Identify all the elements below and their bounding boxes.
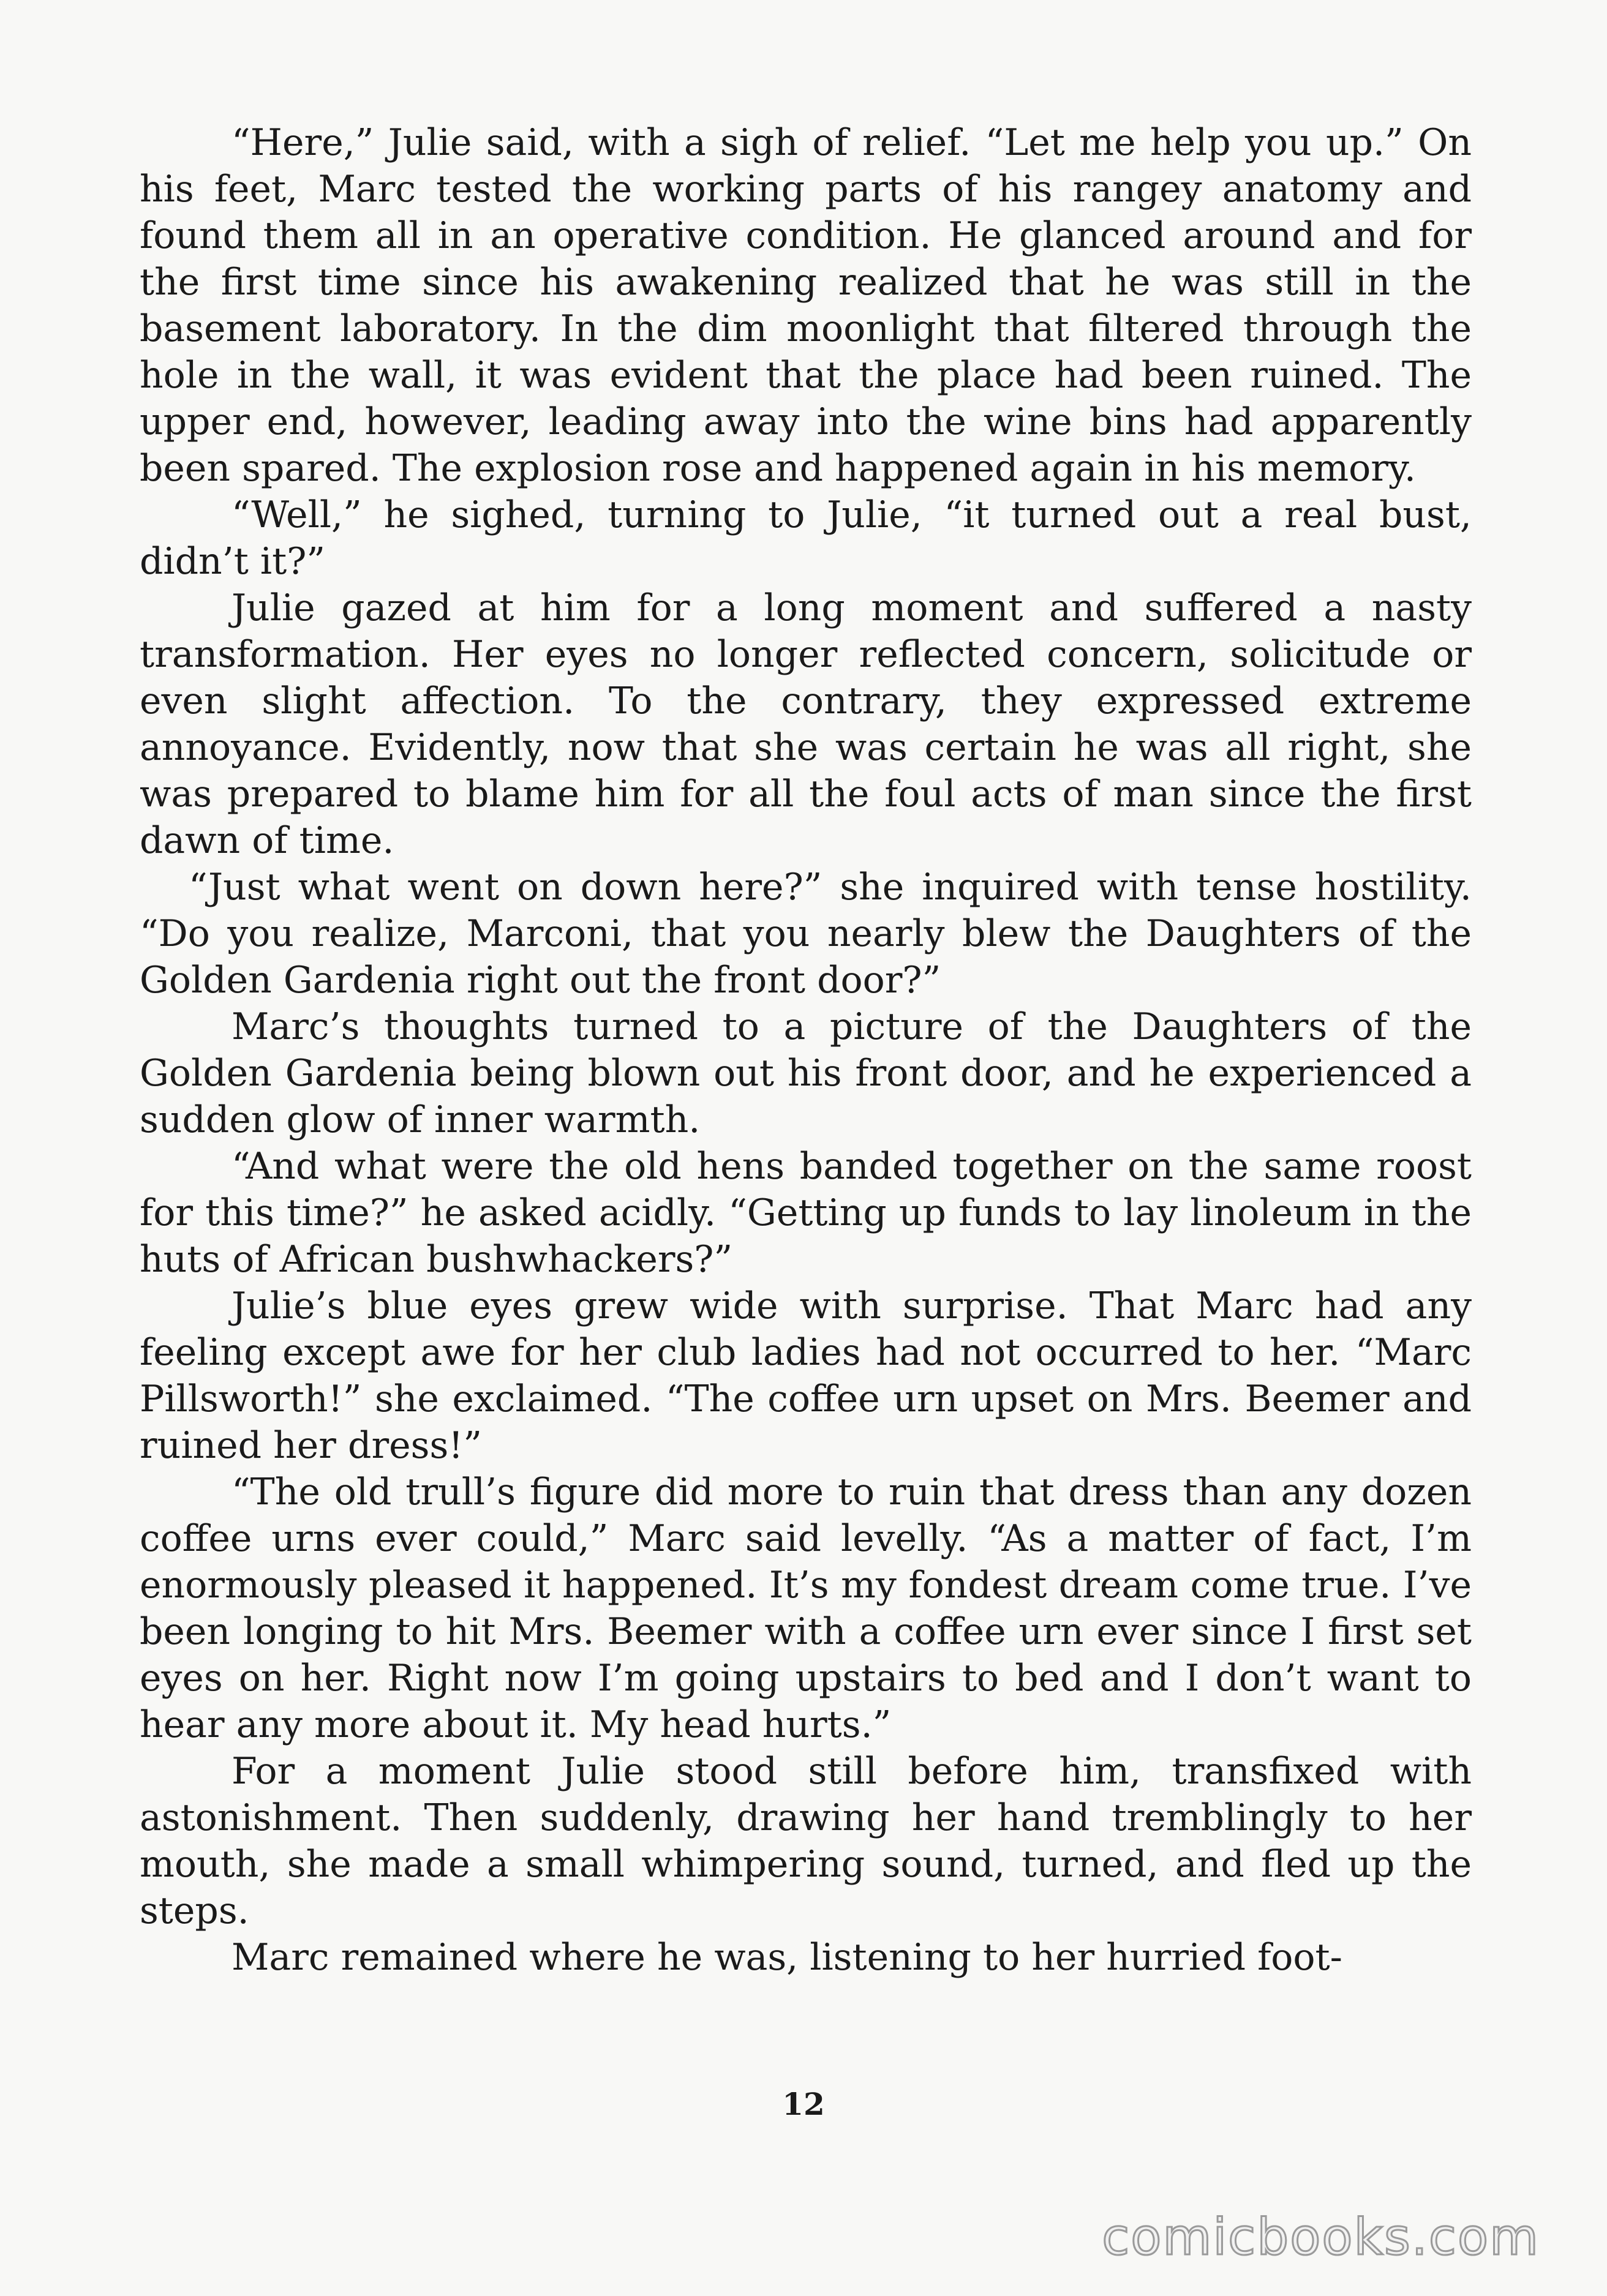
paragraph-7: Julie’s blue eyes grew wide with surprise. That Marc had any feeling except awe for her club ladies had not occurred to her. “Marc Pillsworth!” she exclaimed. “The coffee urn upset on Mrs. Beemer and ruined her dress!”: [140, 1285, 1472, 1467]
paragraph-6: “And what were the old hens banded together on the same roost for this time?” he asked acidly. “Getting up funds to lay linoleum in the huts of African bushwhackers?”: [140, 1145, 1472, 1281]
paragraph-4: “Just what went on down here?” she inquired with tense hostility. “Do you realize, Marconi, that you nearly blew the Daughters of the Golden Gardenia right out the front door?”: [140, 866, 1472, 1002]
paragraph-1: “Here,” Julie said, with a sigh of relief. “Let me help you up.” On his feet, Marc tested the working parts of his rangey anatomy and found them all in an operative condition. He glanced around and for the first time since his awakening realized that he was still in the basement laboratory. In the dim moonlight that filtered through the hole in the wall, it was evident that the place had been ruined. The upper end, however, leading away into the wine bins had apparently been spared. The explosion rose and happened again in his memory.: [140, 121, 1472, 490]
paragraph-3: Julie gazed at him for a long moment and suffered a nasty transformation. Her eyes no longer reflected concern, solicitude or even slight affection. To the contrary, they expressed extreme annoyance. Evidently, now that she was certain he was all right, she was prepared to blame him for all the foul acts of man since the first dawn of time.: [140, 587, 1472, 862]
page-number: 12: [782, 2086, 825, 2122]
watermark-logo: comicbooks.com: [1102, 2208, 1540, 2267]
paragraph-5: Marc’s thoughts turned to a picture of the Daughters of the Golden Gardenia being blown out his front door, and he experienced a sudden glow of inner warmth.: [140, 1005, 1472, 1141]
paragraph-9: For a moment Julie stood still before him, transfixed with astonishment. Then suddenly, drawing her hand tremblingly to her mouth, she made a small whimpering sound, turned, and fled up the steps.: [140, 1750, 1472, 1932]
paragraph-10: Marc remained where he was, listening to her hurried foot-: [231, 1936, 1342, 1979]
body-text: [140, 119, 1472, 1981]
paragraph-8: “The old trull’s figure did more to ruin that dress than any dozen coffee urns ever could,” Marc said levelly. “As a matter of fact, I’m enormously pleased it happened. It’s my fondest dream come true. I’ve been longing to hit Mrs. Beemer with a coffee urn ever since I first set eyes on her. Right now I’m going upstairs to bed and I don’t want to hear any more about it. My head hurts.”: [140, 1471, 1472, 1746]
paragraph-2: “Well,” he sighed, turning to Julie, “it turned out a real bust, didn’t it?”: [140, 493, 1472, 583]
